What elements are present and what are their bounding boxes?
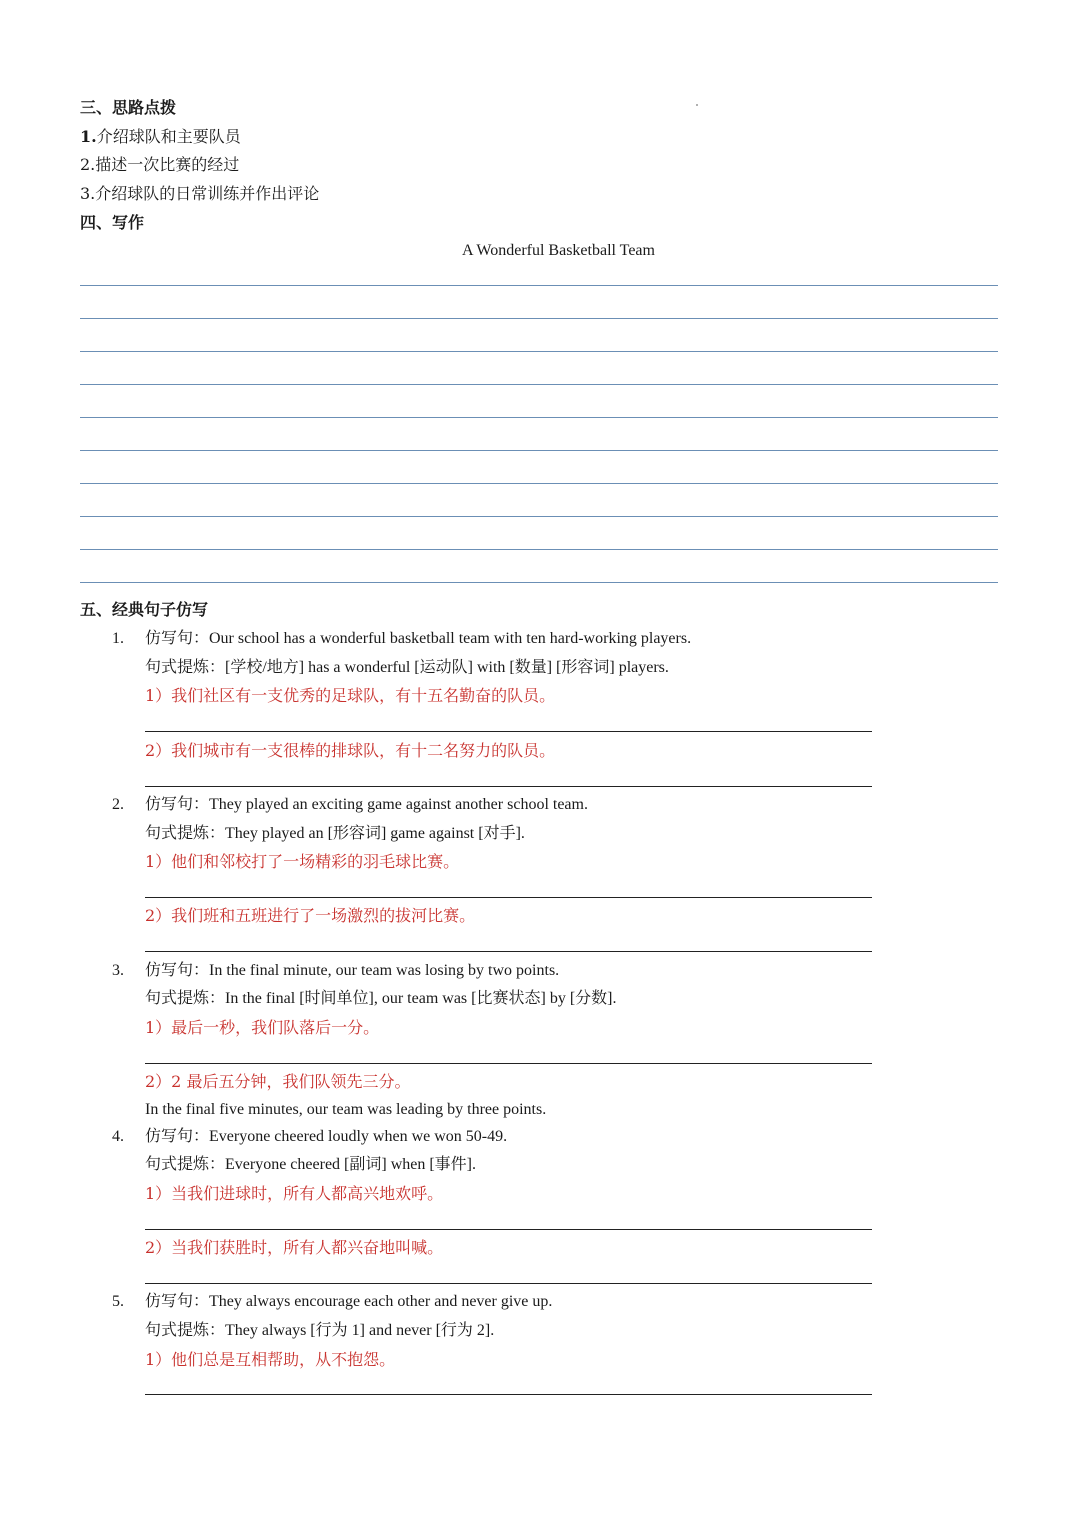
writing-line[interactable]: [80, 417, 998, 418]
scan-speck: [696, 104, 698, 106]
item-1-task-2: 2）我们城市有一支很棒的排球队，有十二名努力的队员。: [145, 741, 556, 760]
item-2-number: 2.: [112, 796, 124, 813]
item-3-task-2: 2）2 最后五分钟，我们队领先三分。: [145, 1072, 411, 1091]
section-3-heading: 三、思路点拨: [80, 98, 177, 117]
writing-line[interactable]: [80, 318, 998, 319]
item-3-number: 3.: [112, 962, 124, 979]
answer-line[interactable]: [145, 786, 872, 787]
tip-2: [80, 155, 239, 175]
tip-1-number: 1.: [80, 127, 97, 146]
answer-line[interactable]: [145, 1063, 872, 1064]
tip-2-number: 2.: [80, 155, 96, 174]
answer-line[interactable]: [145, 1394, 872, 1395]
item-3-model-sentence: 仿写句：In the final minute, our team was losing by two points.: [145, 962, 560, 979]
tip-2-text: 描述一次比赛的经过: [95, 155, 240, 174]
tip-1-text: 介绍球队和主要队员: [96, 127, 241, 146]
item-5-pattern: 句式提炼：They always [行为 1] and never [行为 2].: [145, 1322, 495, 1339]
item-2-pattern: 句式提炼：They played an [形容词] game against [对手].: [145, 825, 525, 842]
item-3-task-1: 1）最后一秒，我们队落后一分。: [145, 1018, 380, 1037]
item-4-task-1: 1）当我们进球时，所有人都高兴地欢呼。: [145, 1184, 444, 1203]
item-2-task-1: 1）他们和邻校打了一场精彩的羽毛球比赛。: [145, 852, 460, 871]
section-5-heading: 五、经典句子仿写: [80, 600, 209, 619]
writing-line[interactable]: [80, 582, 998, 583]
item-5-number: 5.: [112, 1293, 124, 1310]
writing-line[interactable]: [80, 549, 998, 550]
writing-line[interactable]: [80, 516, 998, 517]
tip-3: [80, 184, 319, 204]
item-2-model-sentence: 仿写句：They played an exciting game against another school team.: [145, 796, 588, 813]
writing-line[interactable]: [80, 450, 998, 451]
answer-line[interactable]: [145, 1283, 872, 1284]
answer-line[interactable]: [145, 951, 872, 952]
section-4-heading: 四、写作: [80, 213, 145, 232]
writing-line[interactable]: [80, 384, 998, 385]
item-5-model-sentence: 仿写句：They always encourage each other and never give up.: [145, 1293, 553, 1310]
item-1-pattern: 句式提炼：[学校/地方] has a wonderful [运动队] with [数量] [形容词] players.: [145, 659, 669, 676]
item-4-model-sentence: 仿写句：Everyone cheered loudly when we won 50-49.: [145, 1128, 508, 1145]
item-4-number: 4.: [112, 1128, 124, 1145]
essay-title: A Wonderful Basketball Team: [462, 242, 655, 259]
item-1-task-1: 1）我们社区有一支优秀的足球队，有十五名勤奋的队员。: [145, 686, 556, 705]
item-2-task-2: 2）我们班和五班进行了一场激烈的拔河比赛。: [145, 906, 476, 925]
writing-line[interactable]: [80, 351, 998, 352]
answer-line[interactable]: [145, 897, 872, 898]
item-1-model-sentence: 仿写句：Our school has a wonderful basketball team with ten hard-working players.: [145, 630, 692, 647]
item-4-task-2: 2）当我们获胜时，所有人都兴奋地叫喊。: [145, 1238, 444, 1257]
item-1-number: 1.: [112, 630, 124, 647]
item-4-pattern: 句式提炼：Everyone cheered [副词] when [事件].: [145, 1156, 477, 1173]
item-3-pattern: 句式提炼：In the final [时间单位], our team was [比赛状态] by [分数].: [145, 990, 617, 1007]
answer-line[interactable]: [145, 1229, 872, 1230]
answer-line[interactable]: [145, 731, 872, 732]
tip-1: [80, 127, 241, 147]
writing-line[interactable]: [80, 483, 998, 484]
item-3-answer: In the final five minutes, our team was leading by three points.: [145, 1101, 547, 1118]
tip-3-text: 介绍球队的日常训练并作出评论: [95, 184, 320, 203]
item-5-task-1: 1）他们总是互相帮助，从不抱怨。: [145, 1350, 396, 1369]
writing-line[interactable]: [80, 285, 998, 286]
tip-3-number: 3.: [80, 184, 96, 203]
